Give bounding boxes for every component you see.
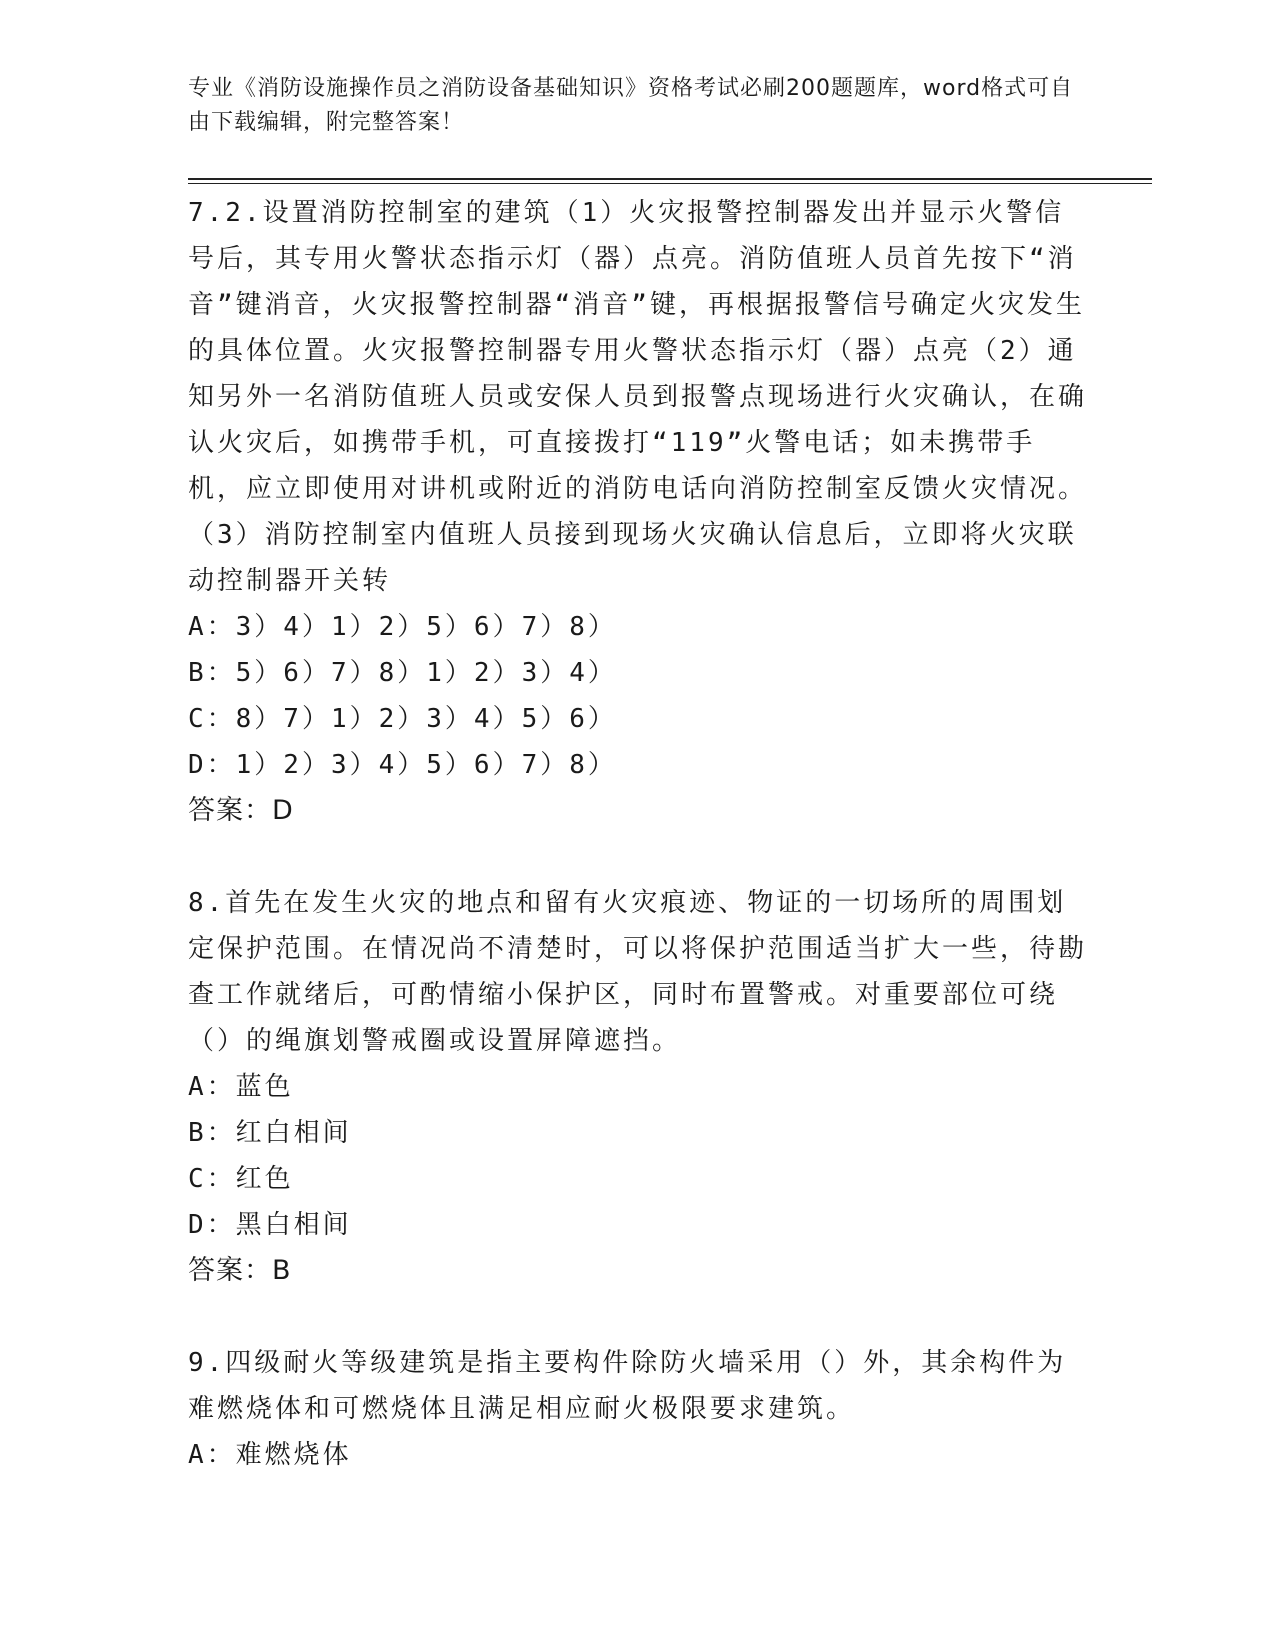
answer: 答案：B: [188, 1255, 292, 1286]
option-a: A：蓝色: [188, 1072, 294, 1102]
question-item: [188, 880, 1088, 1294]
option-a: A：难燃烧体: [188, 1440, 352, 1470]
answer: 答案：D: [188, 795, 294, 826]
question-list: [188, 190, 1088, 1478]
option-list: [188, 604, 1088, 788]
option-c: C：8）7）1）2）3）4）5）6）: [188, 704, 617, 734]
question-text: 8.首先在发生火灾的地点和留有火灾痕迹、物证的一切场所的周围划定保护范围。在情况尚不清楚时，可以将保护范围适当扩大一些，待勘查工作就绪后，可酌情缩小保护区，同时布置警戒。对重要部位可绕（）的绳旗划警戒圈或设置屏障遮挡。: [188, 888, 1088, 1056]
question-gap: [188, 834, 1088, 880]
header-divider: [188, 178, 1152, 184]
question-item: [188, 1340, 1088, 1478]
option-d: D：黑白相间: [188, 1210, 352, 1240]
question-gap: [188, 1294, 1088, 1340]
option-list: [188, 1432, 1088, 1478]
question-text: 7.2.设置消防控制室的建筑（1）火灾报警控制器发出并显示火警信号后，其专用火警状态指示灯（器）点亮。消防值班人员首先按下“消音”键消音，火灾报警控制器“消音”键，再根据报警信号确定火灾发生的具体位置。火灾报警控制器专用火警状态指示灯（器）点亮（2）通知另外一名消防值班人员或安保人员到报警点现场进行火灾确认，在确认火灾后，如携带手机，可直接拨打“119”火警电话；如未携带手机，应立即使用对讲机或附近的消防电话向消防控制室反馈火灾情况。（3）消防控制室内值班人员接到现场火灾确认信息后，立即将火灾联动控制器开关转: [188, 198, 1088, 596]
option-b: B：红白相间: [188, 1118, 352, 1148]
question-item: [188, 190, 1088, 834]
option-d: D：1）2）3）4）5）6）7）8）: [188, 750, 617, 780]
question-text: 9.四级耐火等级建筑是指主要构件除防火墙采用（）外，其余构件为难燃烧体和可燃烧体且满足相应耐火极限要求建筑。: [188, 1348, 1067, 1424]
option-b: B：5）6）7）8）1）2）3）4）: [188, 658, 617, 688]
document-header: 专业《消防设施操作员之消防设备基础知识》资格考试必刷200题题库，word格式可自由下载编辑，附完整答案！: [188, 76, 1074, 135]
option-c: C：红色: [188, 1164, 294, 1194]
option-list: [188, 1064, 1088, 1248]
option-a: A：3）4）1）2）5）6）7）8）: [188, 612, 617, 642]
